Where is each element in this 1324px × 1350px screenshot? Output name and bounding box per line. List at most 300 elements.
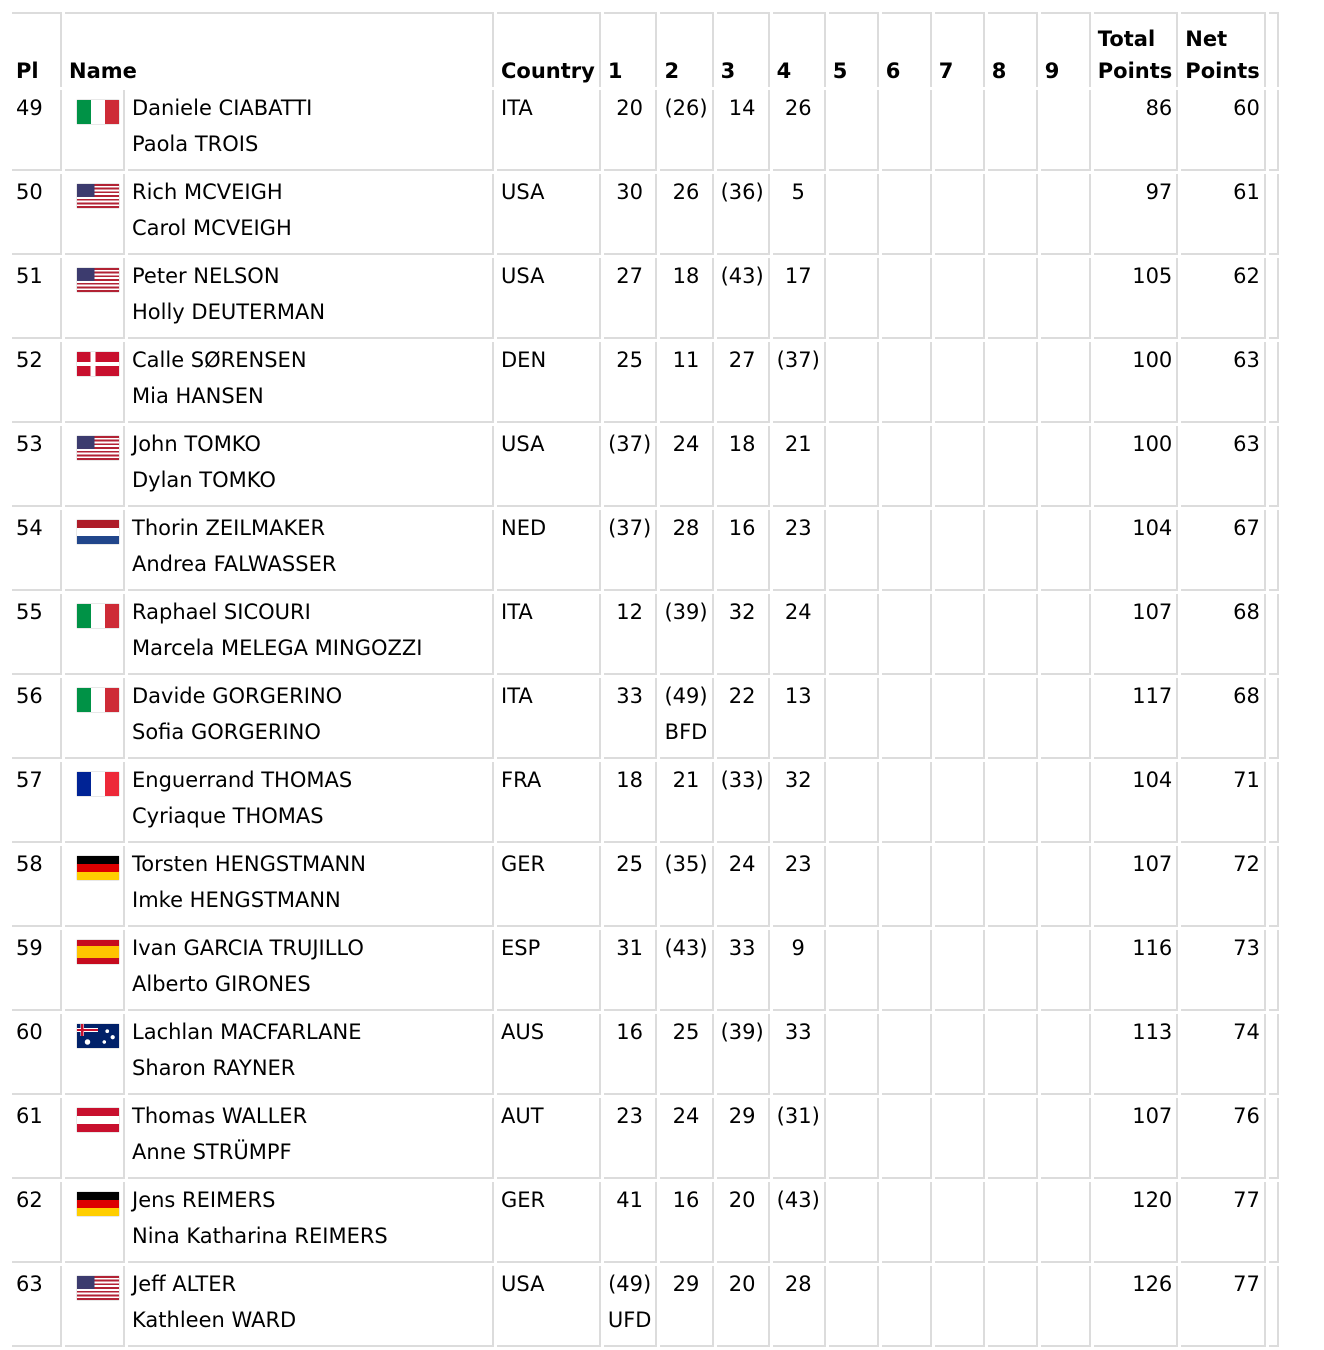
net-points: 76 — [1181, 1098, 1266, 1179]
race-2-score: 26 — [660, 174, 713, 255]
race-8-score — [988, 594, 1038, 675]
race-4-score: 9 — [773, 930, 826, 1011]
australia-flag-icon — [77, 1024, 119, 1048]
race-6-score — [882, 1266, 932, 1347]
country-cell: NED — [497, 510, 601, 591]
race-6-score — [882, 342, 932, 423]
total-points: 126 — [1094, 1266, 1179, 1347]
race-6-score — [882, 1098, 932, 1179]
race-6-score — [882, 846, 932, 927]
race-5-score — [829, 1182, 879, 1263]
row-spacer — [1269, 594, 1279, 675]
results-table — [9, 9, 1282, 1350]
race-4-score: 24 — [773, 594, 826, 675]
race-5-score — [829, 510, 879, 591]
table-row — [12, 258, 1279, 339]
race-3-score: 18 — [717, 426, 770, 507]
row-spacer — [1269, 1182, 1279, 1263]
race-2-score: 25 — [660, 1014, 713, 1095]
country-cell: USA — [497, 1266, 601, 1347]
flag-cell — [65, 258, 125, 339]
row-spacer — [1269, 174, 1279, 255]
net-points: 68 — [1181, 594, 1266, 675]
table-row — [12, 930, 1279, 1011]
place-cell: 53 — [12, 426, 62, 507]
race-5-score — [829, 930, 879, 1011]
helm-name: Jens REIMERS — [132, 1188, 276, 1212]
race-3-score: 32 — [717, 594, 770, 675]
header-pl: Pl — [12, 12, 62, 87]
netherlands-flag-icon — [77, 520, 119, 544]
net-points: 61 — [1181, 174, 1266, 255]
race-7-score — [935, 174, 985, 255]
race-2-score: (49) BFD — [660, 678, 713, 759]
sailors-cell — [128, 258, 494, 339]
race-1-score: (49) UFD — [604, 1266, 658, 1347]
flag-cell — [65, 510, 125, 591]
race-2-score: (35) — [660, 846, 713, 927]
net-points: 62 — [1181, 258, 1266, 339]
race-6-score — [882, 1014, 932, 1095]
race-1-score: 31 — [604, 930, 658, 1011]
row-spacer — [1269, 1266, 1279, 1347]
header-race-9: 9 — [1041, 12, 1091, 87]
race-1-score: 30 — [604, 174, 658, 255]
race-7-score — [935, 426, 985, 507]
race-7-score — [935, 1182, 985, 1263]
flag-cell — [65, 174, 125, 255]
row-spacer — [1269, 426, 1279, 507]
net-points: 60 — [1181, 90, 1266, 171]
crew-name: Paola TROIS — [132, 132, 259, 156]
race-9-score — [1041, 342, 1091, 423]
place-cell: 54 — [12, 510, 62, 591]
header-race-4: 4 — [773, 12, 826, 87]
net-points: 71 — [1181, 762, 1266, 843]
helm-name: Daniele CIABATTI — [132, 96, 313, 120]
race-6-score — [882, 258, 932, 339]
crew-name: Carol MCVEIGH — [132, 216, 292, 240]
place-cell: 58 — [12, 846, 62, 927]
net-points: 74 — [1181, 1014, 1266, 1095]
race-7-score — [935, 258, 985, 339]
race-4-score: 5 — [773, 174, 826, 255]
table-row — [12, 1182, 1279, 1263]
usa-flag-icon — [77, 1276, 119, 1300]
crew-name: Sofia GORGERINO — [132, 720, 321, 744]
race-7-score — [935, 762, 985, 843]
sailors-cell — [128, 1266, 494, 1347]
header-race-1: 1 — [604, 12, 658, 87]
italy-flag-icon — [77, 604, 119, 628]
race-1-score: 18 — [604, 762, 658, 843]
race-7-score — [935, 1098, 985, 1179]
race-4-score: 28 — [773, 1266, 826, 1347]
country-cell: AUS — [497, 1014, 601, 1095]
race-3-score: (43) — [717, 258, 770, 339]
helm-name: Enguerrand THOMAS — [132, 768, 353, 792]
race-2-score: (39) — [660, 594, 713, 675]
helm-name: John TOMKO — [132, 432, 261, 456]
header-net-line1: Net — [1185, 27, 1228, 51]
race-3-score: (33) — [717, 762, 770, 843]
row-spacer — [1269, 90, 1279, 171]
race-3-score: 33 — [717, 930, 770, 1011]
race-4-score: 26 — [773, 90, 826, 171]
race-4-score: 17 — [773, 258, 826, 339]
race-9-score — [1041, 90, 1091, 171]
race-4-score: 23 — [773, 510, 826, 591]
table-row — [12, 90, 1279, 171]
race-7-score — [935, 90, 985, 171]
race-8-score — [988, 846, 1038, 927]
race-5-score — [829, 1098, 879, 1179]
helm-name: Davide GORGERINO — [132, 684, 343, 708]
italy-flag-icon — [77, 100, 119, 124]
crew-name: Nina Katharina REIMERS — [132, 1224, 388, 1248]
table-row — [12, 510, 1279, 591]
italy-flag-icon — [77, 688, 119, 712]
total-points: 104 — [1094, 762, 1179, 843]
race-2-score: 18 — [660, 258, 713, 339]
race-4-score: (31) — [773, 1098, 826, 1179]
row-spacer — [1269, 762, 1279, 843]
sailors-cell — [128, 762, 494, 843]
total-points: 113 — [1094, 1014, 1179, 1095]
race-9-score — [1041, 846, 1091, 927]
total-points: 104 — [1094, 510, 1179, 591]
race-9-score — [1041, 1182, 1091, 1263]
race-4-score: 33 — [773, 1014, 826, 1095]
row-spacer — [1269, 1014, 1279, 1095]
flag-cell — [65, 846, 125, 927]
race-3-score: 27 — [717, 342, 770, 423]
results-body — [12, 90, 1279, 1347]
austria-flag-icon — [77, 1108, 119, 1132]
race-1-score: 41 — [604, 1182, 658, 1263]
sailors-cell — [128, 846, 494, 927]
race-7-score — [935, 510, 985, 591]
race-4-score: 32 — [773, 762, 826, 843]
net-points: 68 — [1181, 678, 1266, 759]
race-7-score — [935, 930, 985, 1011]
table-row — [12, 1014, 1279, 1095]
country-cell: ESP — [497, 930, 601, 1011]
race-1-score: 16 — [604, 1014, 658, 1095]
header-race-3: 3 — [717, 12, 770, 87]
header-race-7: 7 — [935, 12, 985, 87]
sailors-cell — [128, 426, 494, 507]
race-9-score — [1041, 1098, 1091, 1179]
header-net-points — [1181, 12, 1266, 87]
race-7-score — [935, 342, 985, 423]
helm-name: Ivan GARCIA TRUJILLO — [132, 936, 364, 960]
place-cell: 56 — [12, 678, 62, 759]
crew-name: Andrea FALWASSER — [132, 552, 337, 576]
crew-name: Imke HENGSTMANN — [132, 888, 341, 912]
helm-name: Thorin ZEILMAKER — [132, 516, 326, 540]
helm-name: Thomas WALLER — [132, 1104, 308, 1128]
sailors-cell — [128, 594, 494, 675]
france-flag-icon — [77, 772, 119, 796]
race-7-score — [935, 678, 985, 759]
race-4-score: 21 — [773, 426, 826, 507]
header-total-points — [1094, 12, 1179, 87]
table-row — [12, 594, 1279, 675]
race-9-score — [1041, 594, 1091, 675]
table-row — [12, 846, 1279, 927]
race-9-score — [1041, 1266, 1091, 1347]
place-cell: 62 — [12, 1182, 62, 1263]
helm-name: Lachlan MACFARLANE — [132, 1020, 362, 1044]
race-6-score — [882, 678, 932, 759]
race-5-score — [829, 90, 879, 171]
place-cell: 49 — [12, 90, 62, 171]
sailors-cell — [128, 510, 494, 591]
race-3-score: 29 — [717, 1098, 770, 1179]
denmark-flag-icon — [77, 352, 119, 376]
race-8-score — [988, 426, 1038, 507]
place-cell: 57 — [12, 762, 62, 843]
helm-name: Raphael SICOURI — [132, 600, 311, 624]
race-9-score — [1041, 762, 1091, 843]
net-points: 77 — [1181, 1182, 1266, 1263]
crew-name: Kathleen WARD — [132, 1308, 297, 1332]
race-1-score: 27 — [604, 258, 658, 339]
header-race-6: 6 — [882, 12, 932, 87]
net-points: 77 — [1181, 1266, 1266, 1347]
race-6-score — [882, 90, 932, 171]
place-cell: 60 — [12, 1014, 62, 1095]
net-points: 63 — [1181, 426, 1266, 507]
race-7-score — [935, 1014, 985, 1095]
country-cell: ITA — [497, 594, 601, 675]
crew-name: Cyriaque THOMAS — [132, 804, 324, 828]
table-row — [12, 426, 1279, 507]
header-net-line2: Points — [1185, 59, 1260, 83]
crew-name: Alberto GIRONES — [132, 972, 311, 996]
race-1-score: 33 — [604, 678, 658, 759]
net-points: 72 — [1181, 846, 1266, 927]
country-cell: FRA — [497, 762, 601, 843]
race-8-score — [988, 174, 1038, 255]
table-row — [12, 762, 1279, 843]
place-cell: 63 — [12, 1266, 62, 1347]
net-points: 63 — [1181, 342, 1266, 423]
race-2-score: (43) — [660, 930, 713, 1011]
race-9-score — [1041, 1014, 1091, 1095]
sailors-cell — [128, 90, 494, 171]
helm-name: Calle SØRENSEN — [132, 348, 307, 372]
race-5-score — [829, 174, 879, 255]
country-cell: ITA — [497, 90, 601, 171]
flag-cell — [65, 594, 125, 675]
row-spacer — [1269, 258, 1279, 339]
race-4-score: 13 — [773, 678, 826, 759]
race-8-score — [988, 342, 1038, 423]
place-cell: 59 — [12, 930, 62, 1011]
flag-cell — [65, 1266, 125, 1347]
race-4-score: (37) — [773, 342, 826, 423]
sailors-cell — [128, 1182, 494, 1263]
race-6-score — [882, 594, 932, 675]
race-9-score — [1041, 174, 1091, 255]
race-6-score — [882, 426, 932, 507]
country-cell: DEN — [497, 342, 601, 423]
total-points: 107 — [1094, 1098, 1179, 1179]
header-race-8: 8 — [988, 12, 1038, 87]
flag-cell — [65, 762, 125, 843]
flag-cell — [65, 930, 125, 1011]
country-cell: USA — [497, 258, 601, 339]
race-8-score — [988, 930, 1038, 1011]
place-cell: 61 — [12, 1098, 62, 1179]
race-8-score — [988, 678, 1038, 759]
race-9-score — [1041, 930, 1091, 1011]
net-points: 73 — [1181, 930, 1266, 1011]
header-row — [12, 12, 1279, 87]
race-5-score — [829, 258, 879, 339]
total-points: 107 — [1094, 846, 1179, 927]
race-2-score: 24 — [660, 1098, 713, 1179]
race-3-score: 20 — [717, 1266, 770, 1347]
country-cell: USA — [497, 426, 601, 507]
total-points: 100 — [1094, 426, 1179, 507]
race-9-score — [1041, 258, 1091, 339]
row-spacer — [1269, 510, 1279, 591]
crew-name: Dylan TOMKO — [132, 468, 276, 492]
usa-flag-icon — [77, 268, 119, 292]
race-6-score — [882, 930, 932, 1011]
race-6-score — [882, 1182, 932, 1263]
race-4-score: (43) — [773, 1182, 826, 1263]
results-table-container — [9, 9, 1282, 1350]
helm-name: Peter NELSON — [132, 264, 280, 288]
race-2-score: 28 — [660, 510, 713, 591]
race-8-score — [988, 258, 1038, 339]
race-5-score — [829, 1266, 879, 1347]
header-total-line2: Points — [1097, 59, 1173, 83]
germany-flag-icon — [77, 1192, 119, 1216]
table-row — [12, 174, 1279, 255]
race-8-score — [988, 762, 1038, 843]
row-spacer — [1269, 678, 1279, 759]
row-spacer — [1269, 846, 1279, 927]
flag-cell — [65, 426, 125, 507]
sailors-cell — [128, 930, 494, 1011]
race-5-score — [829, 594, 879, 675]
table-row — [12, 1098, 1279, 1179]
race-8-score — [988, 1182, 1038, 1263]
row-spacer — [1269, 930, 1279, 1011]
spain-flag-icon — [77, 940, 119, 964]
header-name: Name — [65, 12, 494, 87]
usa-flag-icon — [77, 436, 119, 460]
total-points: 86 — [1094, 90, 1179, 171]
place-cell: 50 — [12, 174, 62, 255]
race-1-score: (37) — [604, 426, 658, 507]
total-points: 100 — [1094, 342, 1179, 423]
race-4-score: 23 — [773, 846, 826, 927]
sailors-cell — [128, 342, 494, 423]
country-cell: ITA — [497, 678, 601, 759]
table-row — [12, 342, 1279, 423]
crew-name: Anne STRÜMPF — [132, 1140, 292, 1164]
race-1-score: 25 — [604, 342, 658, 423]
sailors-cell — [128, 174, 494, 255]
race-1-score: 25 — [604, 846, 658, 927]
sailors-cell — [128, 678, 494, 759]
flag-cell — [65, 342, 125, 423]
race-1-score: (37) — [604, 510, 658, 591]
header-spacer — [1269, 12, 1279, 87]
race-8-score — [988, 1266, 1038, 1347]
race-2-score: 24 — [660, 426, 713, 507]
race-5-score — [829, 426, 879, 507]
place-cell: 52 — [12, 342, 62, 423]
flag-cell — [65, 678, 125, 759]
race-7-score — [935, 846, 985, 927]
header-total-line1: Total — [1097, 27, 1156, 51]
race-3-score: (39) — [717, 1014, 770, 1095]
place-cell: 55 — [12, 594, 62, 675]
crew-name: Marcela MELEGA MINGOZZI — [132, 636, 423, 660]
race-1-score: 20 — [604, 90, 658, 171]
total-points: 97 — [1094, 174, 1179, 255]
total-points: 120 — [1094, 1182, 1179, 1263]
race-9-score — [1041, 426, 1091, 507]
race-5-score — [829, 846, 879, 927]
race-3-score: 24 — [717, 846, 770, 927]
race-6-score — [882, 174, 932, 255]
helm-name: Jeff ALTER — [132, 1272, 237, 1296]
crew-name: Holly DEUTERMAN — [132, 300, 326, 324]
country-cell: GER — [497, 1182, 601, 1263]
country-cell: USA — [497, 174, 601, 255]
country-cell: GER — [497, 846, 601, 927]
race-3-score: 16 — [717, 510, 770, 591]
flag-cell — [65, 1098, 125, 1179]
race-3-score: 22 — [717, 678, 770, 759]
table-row — [12, 1266, 1279, 1347]
table-row — [12, 678, 1279, 759]
header-country: Country — [497, 12, 601, 87]
race-5-score — [829, 1014, 879, 1095]
race-9-score — [1041, 510, 1091, 591]
flag-cell — [65, 1014, 125, 1095]
race-2-score: 11 — [660, 342, 713, 423]
helm-name: Rich MCVEIGH — [132, 180, 283, 204]
country-cell: AUT — [497, 1098, 601, 1179]
race-6-score — [882, 510, 932, 591]
net-points: 67 — [1181, 510, 1266, 591]
race-2-score: (26) — [660, 90, 713, 171]
race-7-score — [935, 594, 985, 675]
race-6-score — [882, 762, 932, 843]
race-3-score: 20 — [717, 1182, 770, 1263]
race-2-score: 16 — [660, 1182, 713, 1263]
race-1-score: 23 — [604, 1098, 658, 1179]
usa-flag-icon — [77, 184, 119, 208]
race-2-score: 29 — [660, 1266, 713, 1347]
header-race-5: 5 — [829, 12, 879, 87]
header-race-2: 2 — [660, 12, 713, 87]
total-points: 105 — [1094, 258, 1179, 339]
crew-name: Sharon RAYNER — [132, 1056, 296, 1080]
race-9-score — [1041, 678, 1091, 759]
total-points: 116 — [1094, 930, 1179, 1011]
total-points: 107 — [1094, 594, 1179, 675]
